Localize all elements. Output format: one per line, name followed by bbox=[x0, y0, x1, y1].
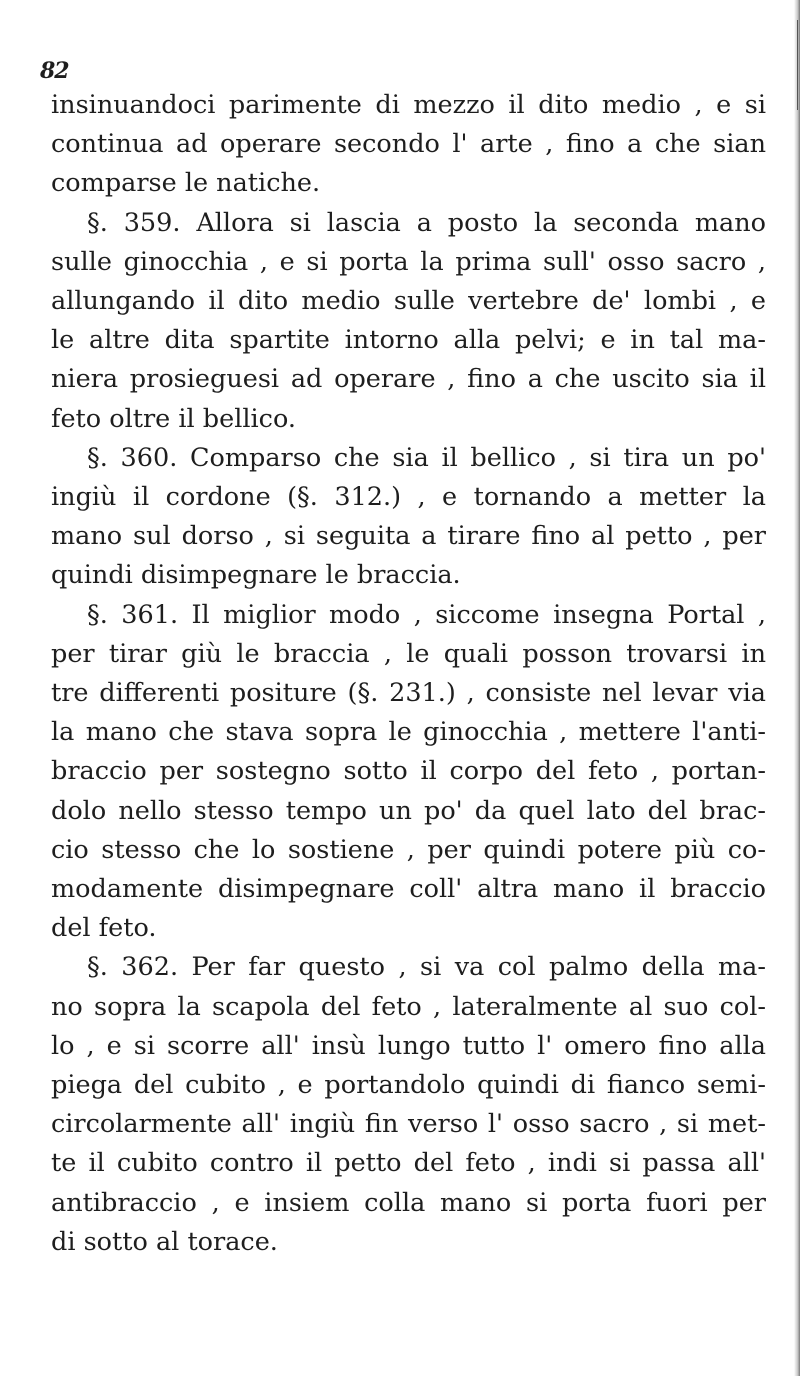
text-line: sulle ginocchia , e si porta la prima sull' osso sacro , bbox=[51, 246, 766, 277]
text-line: antibraccio , e insiem colla mano si porta fuori per bbox=[51, 1187, 766, 1218]
text-line: le altre dita spartite intorno alla pelvi; e in tal ma- bbox=[51, 325, 766, 356]
text-line: §. 359. Allora si lascia a posto la seconda mano bbox=[87, 207, 766, 238]
text-line: allungando il dito medio sulle vertebre de' lombi , e bbox=[51, 286, 766, 317]
text-line: §. 361. Il miglior modo , siccome insegna Portal , bbox=[87, 599, 766, 630]
text-line: braccio per sostegno sotto il corpo del feto , portan- bbox=[51, 756, 766, 787]
text-line: continua ad operare secondo l' arte , fino a che sian bbox=[51, 129, 766, 160]
text-line: piega del cubito , e portandolo quindi di fianco semi- bbox=[51, 1070, 766, 1101]
text-line: per tirar giù le braccia , le quali posson trovarsi in bbox=[51, 638, 766, 669]
text-line: §. 360. Comparso che sia il bellico , si tira un po' bbox=[87, 442, 766, 473]
text-line: mano sul dorso , si seguita a tirare fino al petto , per bbox=[51, 521, 766, 552]
text-line: dolo nello stesso tempo un po' da quel lato del brac- bbox=[51, 795, 766, 826]
text-line: comparse le natiche. bbox=[51, 168, 321, 199]
text-line: ingiù il cordone (§. 312.) , e tornando a metter la bbox=[51, 482, 766, 513]
text-line: feto oltre il bellico. bbox=[51, 403, 296, 434]
text-line: modamente disimpegnare coll' altra mano il braccio bbox=[51, 874, 766, 905]
page-number: 82 bbox=[40, 58, 69, 84]
page-edge-line bbox=[797, 20, 798, 110]
text-line: §. 362. Per far questo , si va col palmo della ma- bbox=[87, 952, 766, 983]
text-line: del feto. bbox=[51, 913, 157, 944]
text-line: cio stesso che lo sostiene , per quindi potere più co- bbox=[51, 834, 766, 865]
text-line: lo , e si scorre all' insù lungo tutto l' omero fino alla bbox=[51, 1030, 766, 1061]
text-line: tre differenti positure (§. 231.) , consiste nel levar via bbox=[51, 678, 766, 709]
text-line: circolarmente all' ingiù fin verso l' osso sacro , si met- bbox=[51, 1109, 766, 1140]
text-line: niera prosieguesi ad operare , fino a che uscito sia il bbox=[51, 364, 766, 395]
text-line: la mano che stava sopra le ginocchia , mettere l'anti- bbox=[51, 717, 766, 748]
text-line: insinuandoci parimente di mezzo il dito medio , e si bbox=[51, 90, 766, 120]
page-edge-shadow bbox=[794, 0, 800, 1376]
text-line: quindi disimpegnare le braccia. bbox=[51, 560, 461, 591]
text-line: no sopra la scapola del feto , lateralmente al suo col- bbox=[51, 991, 766, 1022]
body-text bbox=[51, 86, 766, 1262]
text-line: di sotto al torace. bbox=[51, 1226, 278, 1257]
text-line: te il cubito contro il petto del feto , indi si passa all' bbox=[51, 1148, 766, 1179]
